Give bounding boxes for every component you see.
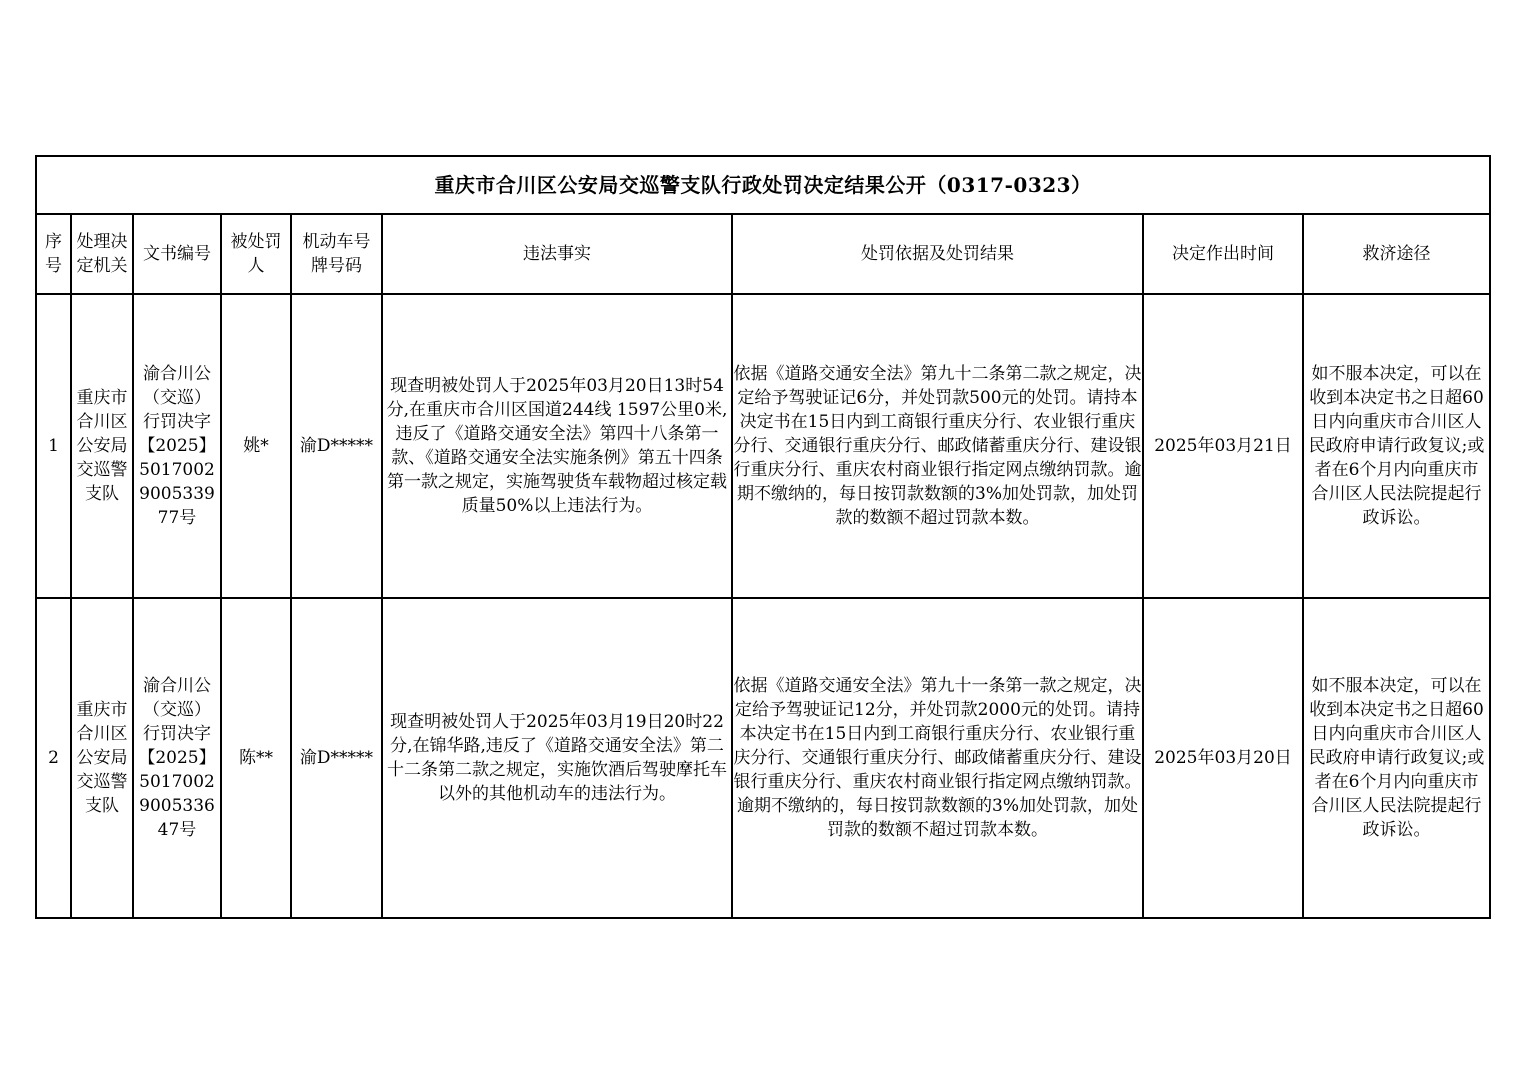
table-row bbox=[36, 598, 1490, 918]
penalty-disclosure-table bbox=[35, 155, 1491, 919]
cell-basis: 依据《道路交通安全法》第九十二条第二款之规定，决定给予驾驶证记6分，并处罚款500元的处罚。请持本决定书在15日内到工商银行重庆分行、农业银行重庆分行、交通银行重庆分行、邮政储蓄重庆分行、建设银行重庆分行、重庆农村商业银行指定网点缴纳罚款。逾期不缴纳的，每日按罚款数额的3%加处罚款，加处罚款的数额不超过罚款本数。 bbox=[732, 294, 1143, 598]
cell-doc-no: 渝合川公（交巡）行罚决字【2025】5017002900533977号 bbox=[133, 294, 221, 598]
header-doc-no: 文书编号 bbox=[133, 214, 221, 294]
cell-plate: 渝D***** bbox=[291, 294, 382, 598]
header-person: 被处罚人 bbox=[221, 214, 291, 294]
header-authority: 处理决定机关 bbox=[71, 214, 133, 294]
cell-person: 姚* bbox=[221, 294, 291, 598]
header-seq: 序号 bbox=[36, 214, 71, 294]
cell-facts: 现查明被处罚人于2025年03月20日13时54分,在重庆市合川区国道244线 1597公里0米,违反了《道路交通安全法》第四十八条第一款、《道路交通安全法实施条例》第五十四条第一款之规定，实施驾驶货车载物超过核定载质量50%以上违法行为。 bbox=[382, 294, 732, 598]
cell-date: 2025年03月21日 bbox=[1143, 294, 1303, 598]
header-row bbox=[36, 214, 1490, 294]
cell-plate: 渝D***** bbox=[291, 598, 382, 918]
header-remedy: 救济途径 bbox=[1303, 214, 1490, 294]
cell-basis: 依据《道路交通安全法》第九十一条第一款之规定，决定给予驾驶证记12分，并处罚款2000元的处罚。请持本决定书在15日内到工商银行重庆分行、农业银行重庆分行、交通银行重庆分行、邮政储蓄重庆分行、建设银行重庆分行、重庆农村商业银行指定网点缴纳罚款。逾期不缴纳的，每日按罚款数额的3%加处罚款，加处罚款的数额不超过罚款本数。 bbox=[732, 598, 1143, 918]
header-date: 决定作出时间 bbox=[1143, 214, 1303, 294]
header-facts: 违法事实 bbox=[382, 214, 732, 294]
cell-authority: 重庆市合川区公安局交巡警支队 bbox=[71, 598, 133, 918]
cell-date: 2025年03月20日 bbox=[1143, 598, 1303, 918]
cell-remedy: 如不服本决定，可以在收到本决定书之日超60日内向重庆市合川区人民政府申请行政复议;或者在6个月内向重庆市合川区人民法院提起行政诉讼。 bbox=[1303, 294, 1490, 598]
header-basis: 处罚依据及处罚结果 bbox=[732, 214, 1143, 294]
cell-doc-no: 渝合川公（交巡）行罚决字【2025】5017002900533647号 bbox=[133, 598, 221, 918]
cell-seq: 1 bbox=[36, 294, 71, 598]
title-row bbox=[36, 156, 1490, 214]
cell-facts: 现查明被处罚人于2025年03月19日20时22分,在锦华路,违反了《道路交通安全法》第二十二条第二款之规定，实施饮酒后驾驶摩托车以外的其他机动车的违法行为。 bbox=[382, 598, 732, 918]
header-plate: 机动车号牌号码 bbox=[291, 214, 382, 294]
table-row bbox=[36, 294, 1490, 598]
cell-seq: 2 bbox=[36, 598, 71, 918]
cell-remedy: 如不服本决定，可以在收到本决定书之日超60日内向重庆市合川区人民政府申请行政复议;或者在6个月内向重庆市合川区人民法院提起行政诉讼。 bbox=[1303, 598, 1490, 918]
cell-person: 陈** bbox=[221, 598, 291, 918]
page-title: 重庆市合川区公安局交巡警支队行政处罚决定结果公开（0317-0323） bbox=[36, 156, 1490, 214]
cell-authority: 重庆市合川区公安局交巡警支队 bbox=[71, 294, 133, 598]
